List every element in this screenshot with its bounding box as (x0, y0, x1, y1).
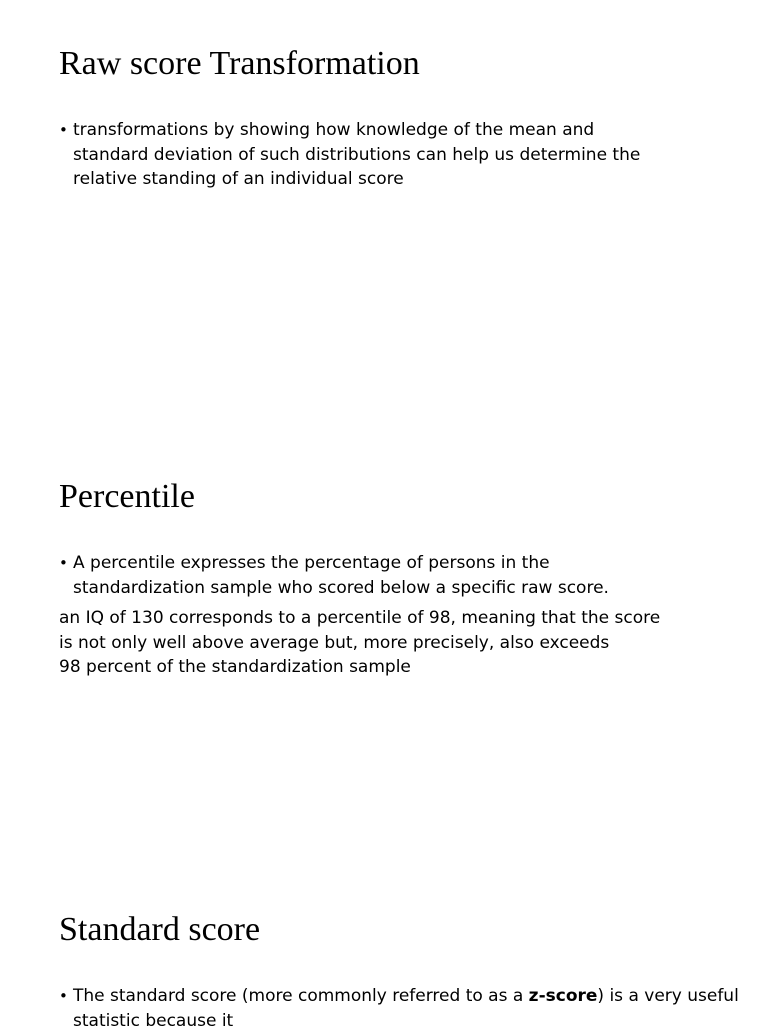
bullet-item (59, 118, 718, 192)
paragraph-text-line: an IQ of 130 corresponds to a percentile of 98, meaning that the score (59, 606, 718, 631)
bullet-text-line: standard deviation of such distributions can help us determine the (73, 143, 718, 168)
slide-title: Raw score Transformation (59, 44, 420, 84)
bullet-item (59, 984, 718, 1033)
slide-percentile (0, 433, 768, 866)
slide-title: Standard score (59, 910, 260, 950)
slide-raw-score-transformation (0, 0, 768, 433)
bullet-list (59, 118, 718, 192)
slide-title: Percentile (59, 477, 195, 517)
bullet-list (59, 984, 718, 1033)
bullet-icon: • (59, 551, 68, 576)
paragraph-text-line: 98 percent of the standardization sample (59, 655, 718, 680)
bullet-text-line: transformations by showing how knowledge of the mean and (73, 118, 718, 143)
bullet-text-line (73, 984, 718, 1009)
bullet-text-segment: ) is a very useful (597, 986, 738, 1006)
slide-standard-score (0, 866, 768, 1024)
bullet-text-line: A percentile expresses the percentage of persons in the (73, 551, 718, 576)
bullet-list (59, 551, 718, 600)
z-score-term: z-score (529, 986, 598, 1006)
bullet-icon: • (59, 118, 68, 143)
bullet-text-line: standardization sample who scored below a specific raw score. (73, 576, 718, 601)
body-paragraph (59, 606, 718, 680)
bullet-text-line: statistic because it (73, 1009, 718, 1033)
bullet-icon: • (59, 984, 68, 1009)
bullet-text-line: relative standing of an individual score (73, 167, 718, 192)
bullet-text-segment: The standard score (more commonly referred to as a (73, 986, 529, 1006)
bullet-item (59, 551, 718, 600)
paragraph-text-line: is not only well above average but, more precisely, also exceeds (59, 631, 718, 656)
